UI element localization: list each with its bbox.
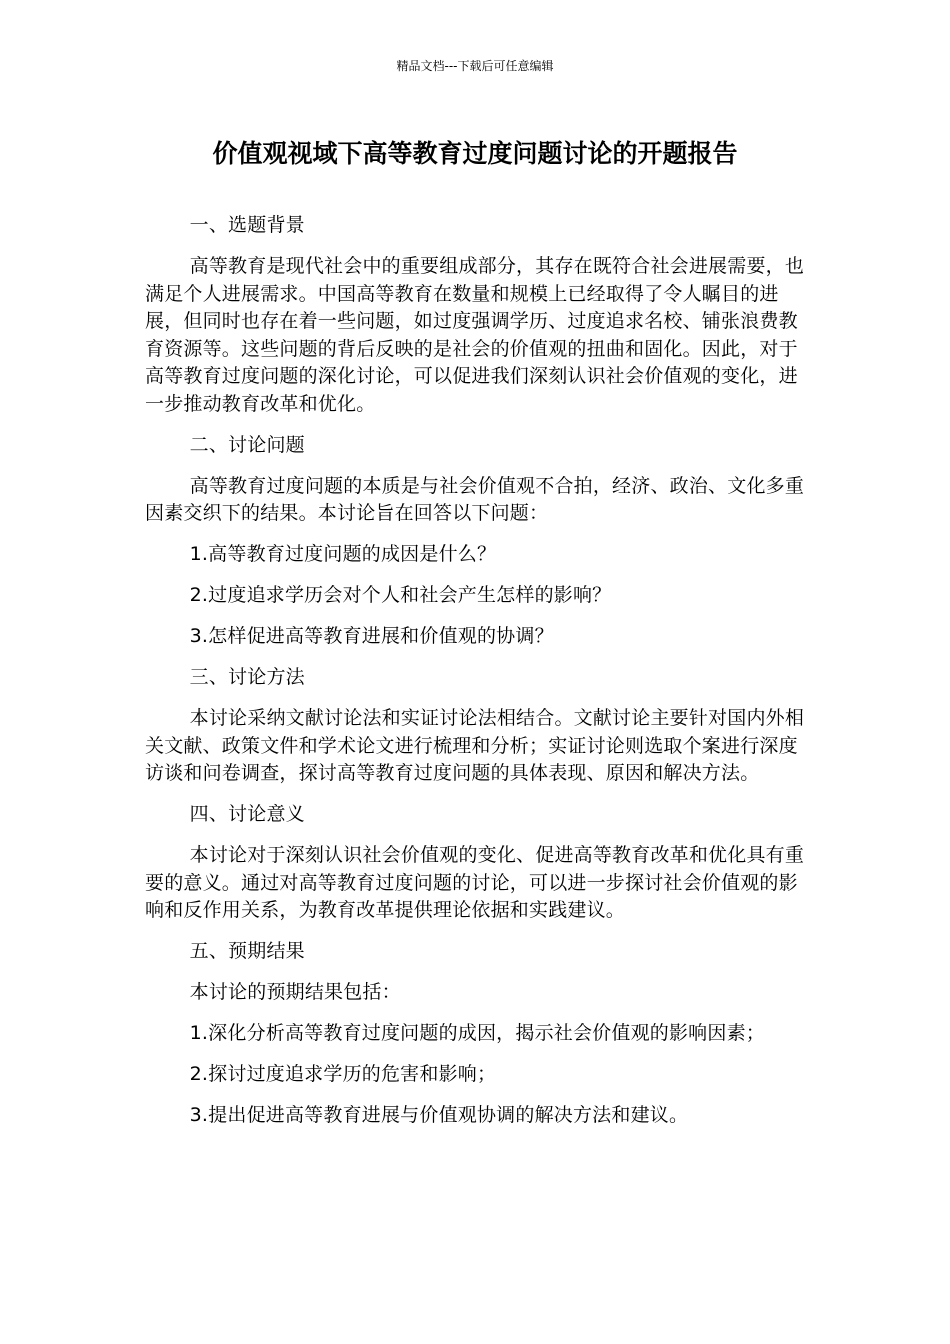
paragraph-significance: 本讨论对于深刻认识社会价值观的变化、促进高等教育改革和优化具有重要的意义。通过对高等教育过度问题的讨论，可以进一步探讨社会价值观的影响和反作用关系，为教育改革提供理论依据和实践建议。 xyxy=(145,844,805,921)
paragraph-questions-intro: 高等教育过度问题的本质是与社会价值观不合拍，经济、政治、文化多重因素交织下的结果。本讨论旨在回答以下问题： xyxy=(145,474,805,524)
paragraph-background: 高等教育是现代社会中的重要组成部分，其存在既符合社会进展需要，也满足个人进展需求。中国高等教育在数量和规模上已经取得了令人瞩目的进展，但同时也存在着一些问题，如过度强调学历、过度追求名校、铺张浪费教育资源等。这些问题的背后反映的是社会的价值观的扭曲和固化。因此，对于高等教育过度问题的深化讨论，可以促进我们深刻认识社会价值观的变化，进一步推动教育改革和优化。 xyxy=(145,255,805,415)
list-item-result-2: 2.探讨过度追求学历的危害和影响； xyxy=(189,1063,497,1085)
document-body xyxy=(145,212,805,1143)
section-heading-questions: 二、讨论问题 xyxy=(189,433,305,456)
list-item-question-2: 2.过度追求学历会对个人和社会产生怎样的影响？ xyxy=(189,584,612,606)
section-heading-expected-results: 五、预期结果 xyxy=(189,940,305,962)
section-heading-significance: 四、讨论意义 xyxy=(189,803,305,825)
list-item-question-1: 1.高等教育过度问题的成因是什么？ xyxy=(189,543,497,565)
header-note: 精品文档---下载后可任意编辑 xyxy=(396,59,554,73)
paragraph-expected-intro: 本讨论的预期结果包括： xyxy=(189,981,401,1003)
section-heading-methods: 三、讨论方法 xyxy=(189,666,305,688)
section-heading-background: 一、选题背景 xyxy=(189,214,305,236)
paragraph-methods: 本讨论采纳文献讨论法和实证讨论法相结合。文献讨论主要针对国内外相关文献、政策文件和学术论文进行梳理和分析；实证讨论则选取个案进行深度访谈和问卷调查，探讨高等教育过度问题的具体表现、原因和解决方法。 xyxy=(145,707,805,784)
document-title: 价值观视域下高等教育过度问题讨论的开题报告 xyxy=(212,139,738,168)
list-item-result-3: 3.提出促进高等教育进展与价值观协调的解决方法和建议。 xyxy=(189,1104,689,1126)
list-item-question-3: 3.怎样促进高等教育进展和价值观的协调？ xyxy=(189,625,554,647)
list-item-result-1: 1.深化分析高等教育过度问题的成因，揭示社会价值观的影响因素； xyxy=(189,1022,765,1044)
